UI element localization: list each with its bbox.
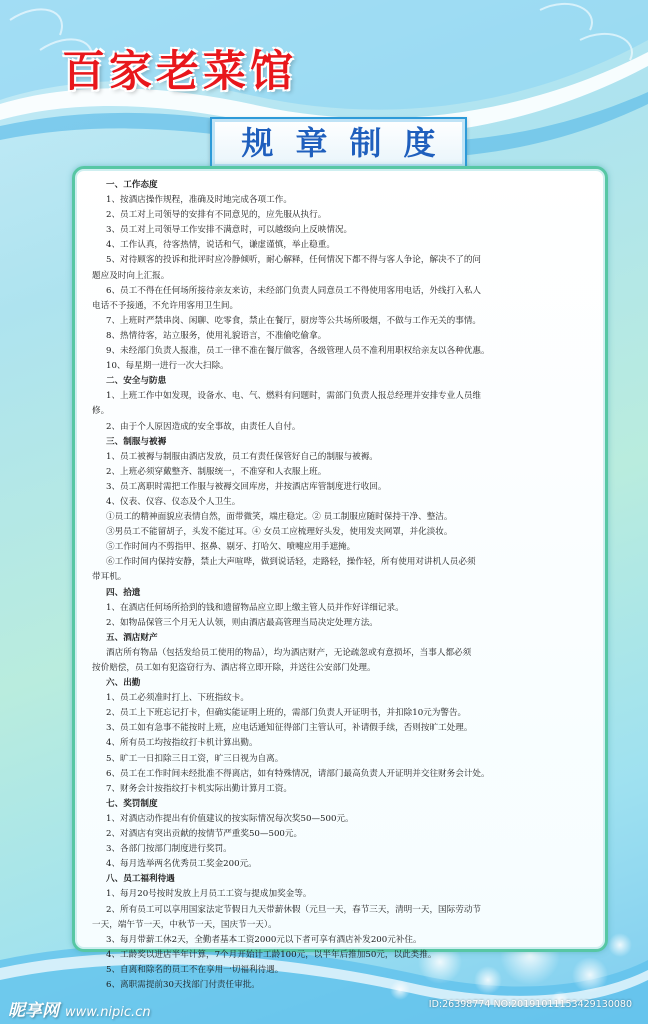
rule-line: 6、离职需提前30天找部门付责任审批。 [106, 979, 260, 990]
rule-line: 6、员工不得在任何场所接待亲友来访，未经部门负责人同意员工不得使用客用电话，外线打入私人 [106, 285, 482, 296]
rule-line: 10、每星期一进行一次大扫除。 [106, 361, 229, 372]
rule-line: 6、员工在工作时间未经批准不得离店，如有特殊情况，请部门最高负责人开证明并交往财务会计处。 [106, 768, 490, 779]
rule-line: 一天，端午节一天，中秋节一天，国庆节一天）。 [92, 919, 277, 930]
rule-line: 2、员工上下班忘记打卡，但确实能证明上班的，需部门负责人开证明书，并扣除10元为警告。 [106, 708, 467, 719]
section-heading: 八、员工福利待遇 [106, 874, 175, 885]
rule-line: 1、对酒店动作提出有价值建议的按实际情况每次奖50—500元。 [106, 813, 354, 824]
rule-line: 带耳机。 [92, 572, 127, 583]
rule-line: 4、工作认真，待客热情，说话和气，谦虚谨慎，举止稳重。 [106, 240, 335, 251]
section-heading: 四、拾遗 [106, 587, 141, 598]
section-heading: 七、奖罚制度 [106, 798, 158, 809]
rule-line: 5、旷工一日扣除三日工资，旷三日视为自离。 [106, 753, 284, 764]
rule-line: 题应及时向上汇报。 [92, 270, 170, 281]
watermark-brand: 昵享网 [8, 1001, 59, 1021]
rule-line: 1、每月20号按时发放上月员工工资与提成加奖金等。 [106, 889, 312, 900]
page-title: 规章制度 [241, 124, 458, 162]
rule-line: 2、对酒店有突出贡献的按情节严重奖50—500元。 [106, 829, 303, 840]
rule-line: 2、由于个人原因造成的安全事故，由责任人自付。 [106, 421, 301, 432]
rule-line: 修。 [92, 406, 110, 417]
rule-line: 按价赔偿，员工如有犯盗窃行为、酒店将立即开除，并送往公安部门处理。 [92, 663, 376, 673]
rule-line: 酒店所有物品（包括发给员工使用的物品），均为酒店财产，无论疏忽或有意损坏，当事人都必须 [106, 647, 472, 658]
rule-line: ⑤工作时间内不剪指甲、抠鼻、剔牙、打哈欠、喷嚏应用手遮掩。 [106, 542, 356, 553]
rule-line: 5、自离和除名的员工不在享用一切福利待遇。 [106, 964, 284, 975]
title-banner [210, 117, 467, 169]
rule-line: 4、仪表、仪容、仪态及个人卫生。 [106, 496, 241, 507]
rule-line: 8、热情待客，站立服务，使用礼貌语言，不准偷吃偷拿。 [106, 330, 327, 341]
rule-line: 2、员工对上司领导的安排有不同意见的，应先服从执行。 [106, 210, 327, 221]
rule-line: 4、所有员工均按指纹打卡机计算出勤。 [106, 738, 258, 749]
rule-line: 2、上班必须穿戴整齐、制服统一，不准穿和人衣服上班。 [106, 466, 327, 477]
rule-line: 1、上班工作中如发现，设备水、电、气、燃料有问题时，需部门负责人报总经理并安排专业人员维 [106, 391, 482, 402]
rule-line: 3、各部门按部门制度进行奖罚。 [106, 844, 232, 855]
rule-line: 1、按酒店操作规程，准确及时地完成各项工作。 [106, 195, 292, 206]
rule-line: 3、员工离职时需把工作服与被褥交回库房，并按酒店库管制度进行收回。 [106, 481, 387, 492]
rule-line: 2、如物品保管三个月无人认领，则由酒店最高管理当局决定处理方法。 [106, 617, 378, 628]
rule-line: 4、每月选举两名优秀员工奖金200元。 [106, 859, 257, 870]
rule-line: 5、对待顾客的投诉和批评时应冷静倾听，耐心解释，任何情况下都不得与客人争论，解决不了的问 [106, 255, 482, 266]
watermark-logo [8, 996, 151, 1021]
rule-line: 3、员工对上司领导工作安排不满意时，可以越级向上反映情况。 [106, 225, 353, 236]
watermark-id: ID:26398774 NO:20191011153429130080 [428, 999, 632, 1010]
restaurant-name-logo: 百家老菜馆 [62, 47, 297, 97]
rule-line: ⑥工作时间内保持安静，禁止大声喧哗，做到说话轻，走路轻，操作轻，所有使用对讲机人员必须 [106, 557, 476, 568]
rule-line: ①员工的精神面貌应表情自然，面带微笑，端庄稳定。② 员工制服应随时保持干净、整洁。 [106, 512, 453, 523]
rule-line: 1、在酒店任何场所拾到的钱和遗留物品应立即上缴主管人员并作好详细记录。 [106, 602, 404, 613]
section-heading: 六、出勤 [106, 678, 141, 689]
section-heading: 三、制服与被褥 [106, 436, 167, 447]
rule-line: 9、未经部门负责人报准，员工一律不准在餐厅做客，各级管理人员不准利用职权给亲友以各种优惠。 [106, 346, 490, 357]
rule-line: 1、员工被褥与制服由酒店发放，员工有责任保管好自己的制服与被褥。 [106, 451, 378, 462]
rule-line: 电话不予接通，不允许用客用卫生间。 [92, 300, 239, 311]
rule-line: 1、员工必须准时打上、下班指纹卡。 [106, 693, 249, 704]
section-heading: 一、工作态度 [106, 180, 158, 190]
rule-line: ③男员工不能留胡子，头发不能过耳。④ 女员工应梳理好头发，使用发夹网罩，并化淡妆。 [106, 527, 453, 538]
rules-text-block [92, 178, 598, 993]
rule-line: 4、工龄奖以进店半年计算，7个月开始计工龄100元，以半年后推加50元，以此类推。 [106, 949, 437, 960]
rule-line: 2、所有员工可以享用国家法定节假日九天带薪休假（元旦一天，春节三天，清明一天，国际劳动节 [106, 904, 482, 915]
watermark-url: www.nipic.cn [65, 1005, 151, 1020]
rule-line: 7、财务会计按指纹打卡机实际出勤计算月工资。 [106, 783, 292, 794]
rule-line: 7、上班时严禁串岗、闲聊、吃零食，禁止在餐厅，厨房等公共场所吸烟，不做与工作无关的事情。 [106, 315, 482, 326]
section-heading: 二、安全与防患 [106, 376, 167, 387]
section-heading: 五、酒店财产 [106, 632, 158, 643]
rule-line: 3、每月带薪工休2天，全勤者基本工资2000元以下者可享有酒店补发200元补住。 [106, 934, 422, 945]
rule-line: 3、员工如有急事不能按时上班，应电话通知征得部门主管认可，补请假手续，否则按旷工处理。 [106, 723, 473, 734]
